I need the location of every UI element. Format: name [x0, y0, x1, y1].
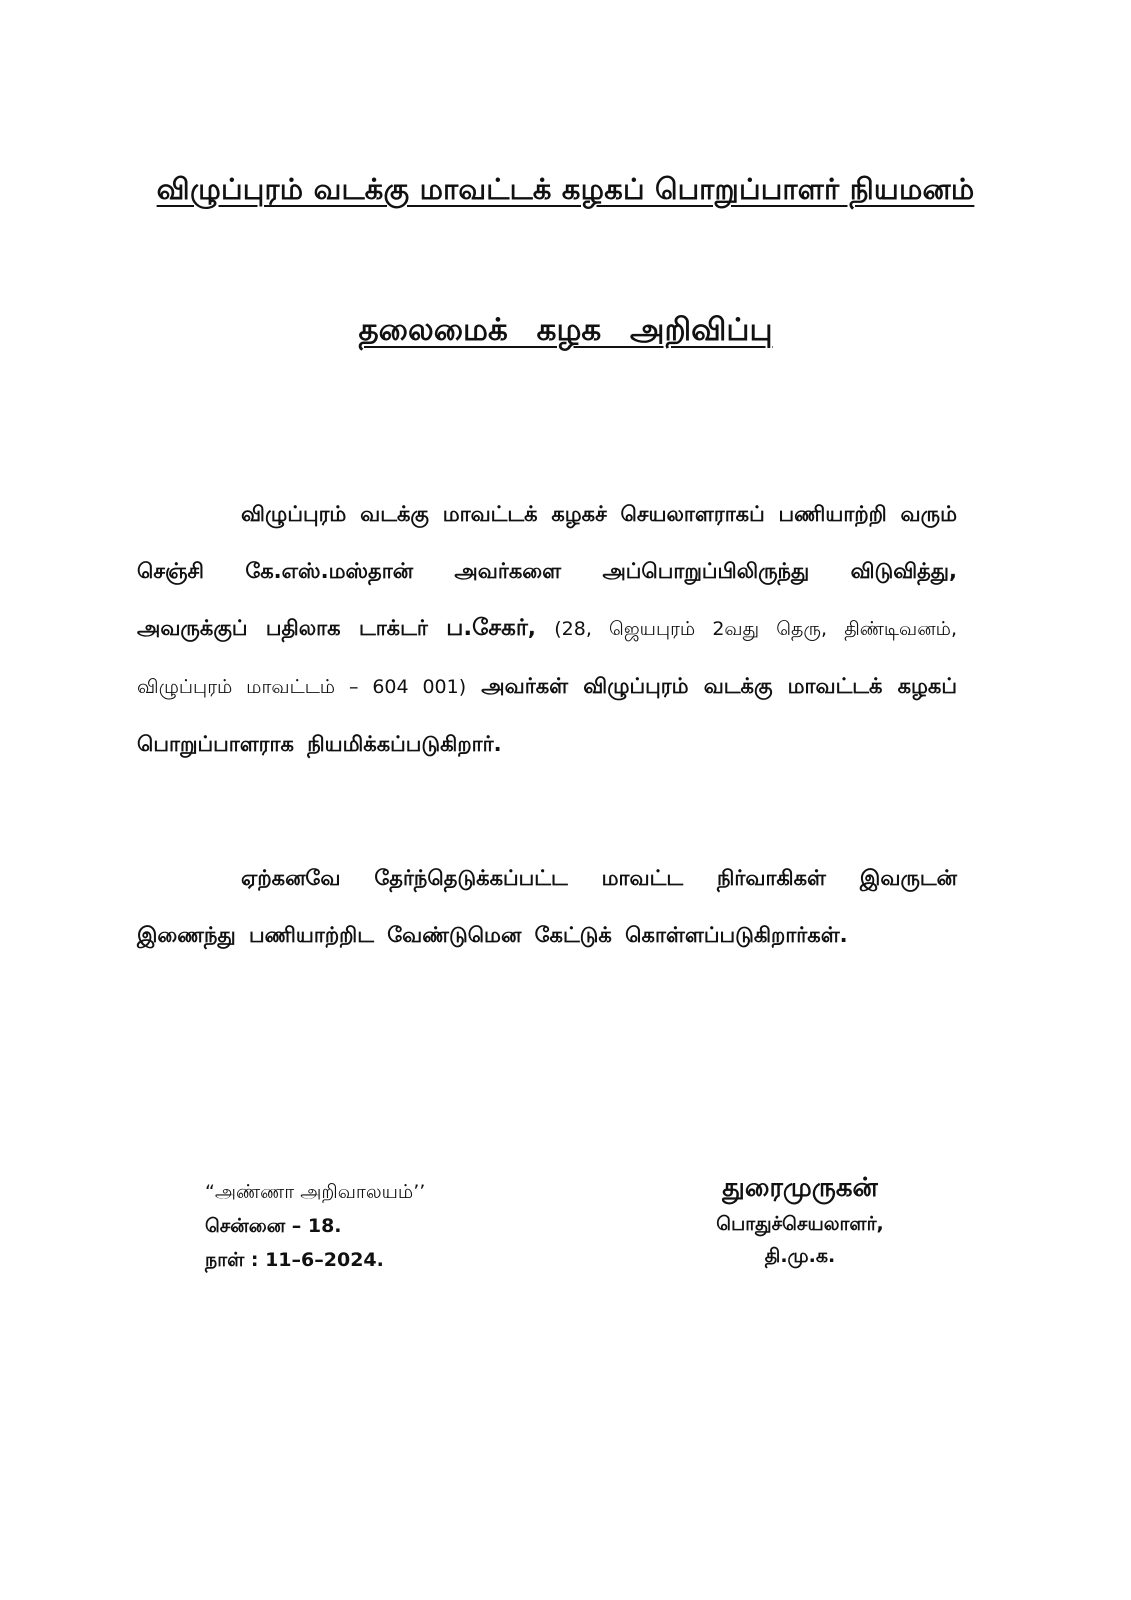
signatory-name: துரைமுருகன்: [722, 1173, 878, 1203]
announcement-paragraph-1: [137, 486, 957, 773]
paragraph-1-comma: ,: [527, 616, 555, 640]
office-name: “அண்ணா அறிவாலயம்’’: [205, 1181, 426, 1203]
signatory-organization: தி.மு.க.: [764, 1245, 836, 1267]
office-city: சென்னை – 18.: [205, 1215, 342, 1237]
appointee-name: ப.சேகர்: [446, 615, 528, 641]
issue-date: நாள் : 11–6–2024.: [205, 1249, 384, 1271]
paragraph-1-intro: விழுப்புரம் வடக்கு மாவட்டக் கழகச் செயலாளராகப் பணியாற்றி வரும் செஞ்சி கே.எஸ்.மஸ்தான் அவர்களை அப்பொறுப்பிலிருந்து விடுவித்து, அவருக்குப் பதிலாக டாக்டர்: [137, 502, 957, 640]
document-subtitle: தலைமைக் கழக அறிவிப்பு: [358, 312, 773, 348]
announcement-paragraph-2: ஏற்கனவே தேர்ந்தெடுக்கப்பட்ட மாவட்ட நிர்வாகிகள் இவருடன் இணைந்து பணியாற்றிட வேண்டுமென கேட்டுக் கொள்ளப்படுகிறார்கள்.: [137, 866, 957, 947]
paragraph-1-conclusion: அவர்கள் விழுப்புரம் வடக்கு மாவட்டக் கழகப் பொறுப்பாளராக நியமிக்கப்படுகிறார்.: [137, 674, 957, 756]
signatory-block: [640, 1168, 960, 1272]
appointee-address: (28, ஜெயபுரம் 2வது தெரு, திண்டிவனம், விழுப்புரம் மாவட்டம் – 604 001): [137, 618, 957, 698]
issuing-office-block: [205, 1175, 425, 1277]
document-title: விழுப்புரம் வடக்கு மாவட்டக் கழகப் பொறுப்பாளர் நியமனம்: [156, 172, 975, 206]
signatory-designation: பொதுச்செயலாளர்,: [716, 1213, 884, 1235]
